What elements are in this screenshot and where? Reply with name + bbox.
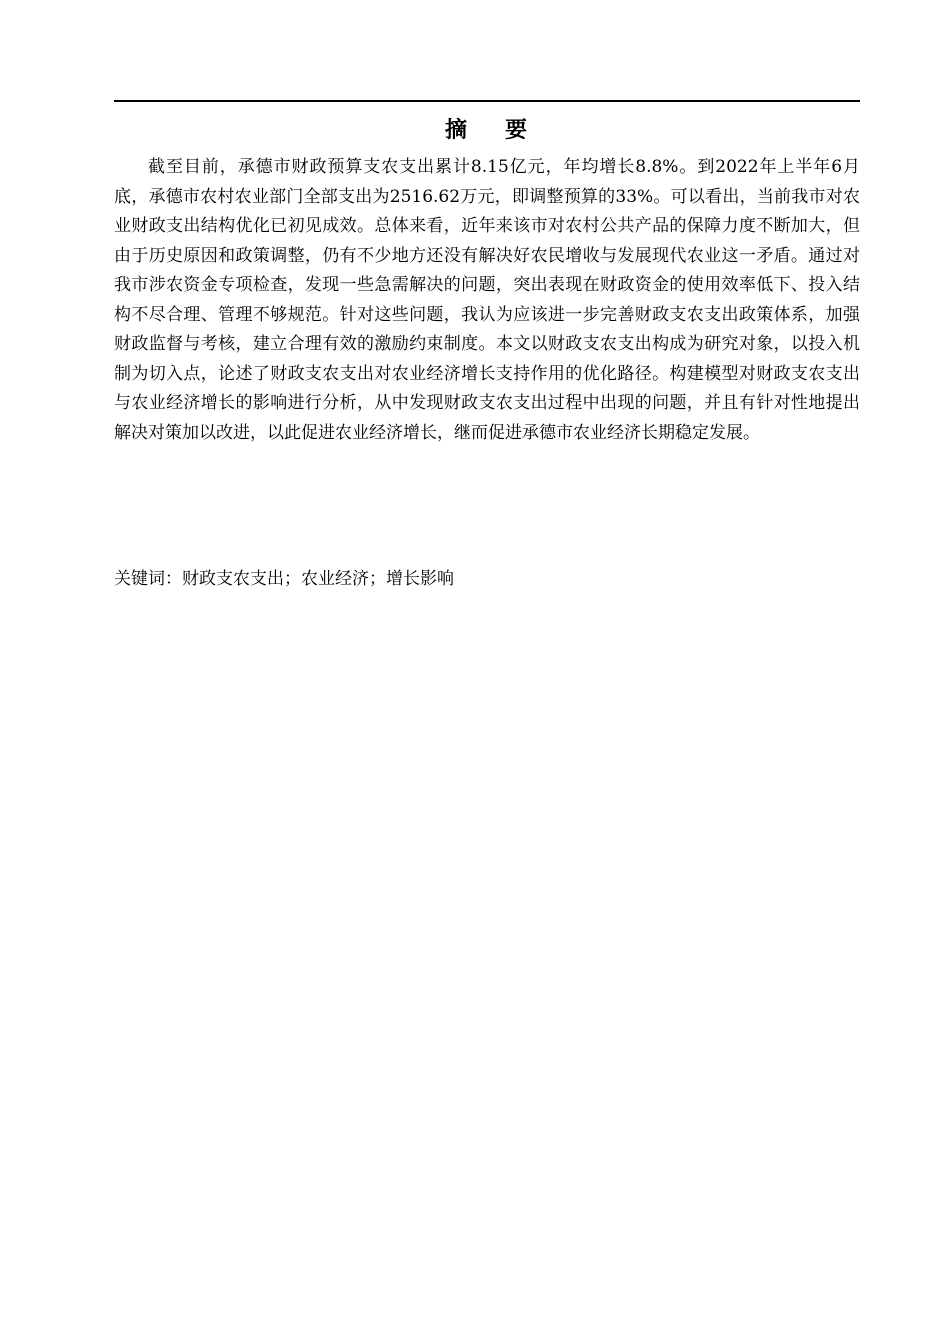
keywords-line: [114, 565, 860, 593]
keywords-label: 关键词：: [114, 569, 182, 589]
header-rule: [114, 100, 860, 102]
abstract-title-char-2: 要: [505, 118, 530, 143]
abstract-title: [114, 114, 860, 148]
keywords-list: 财政支农支出；农业经济；增长影响: [182, 569, 454, 589]
abstract-body: 截至目前，承德市财政预算支农支出累计8.15亿元，年均增长8.8%。到2022年上半年6月底，承德市农村农业部门全部支出为2516.62万元，即调整预算的33%。可以看出，当前我市对农业财政支出结构优化已初见成效。总体来看，近年来该市对农村公共产品的保障力度不断加大，但由于历史原因和政策调整，仍有不少地方还没有解决好农民增收与发展现代农业这一矛盾。通过对我市涉农资金专项检查，发现一些急需解决的问题，突出表现在财政资金的使用效率低下、投入结构不尽合理、管理不够规范。针对这些问题，我认为应该进一步完善财政支农支出政策体系，加强财政监督与考核，建立合理有效的激励约束制度。本文以财政支农支出构成为研究对象，以投入机制为切入点，论述了财政支农支出对农业经济增长支持作用的优化路径。构建模型对财政支农支出与农业经济增长的影响进行分析，从中发现财政支农支出过程中出现的问题，并且有针对性地提出解决对策加以改进，以此促进农业经济增长，继而促进承德市农业经济长期稳定发展。: [114, 157, 860, 443]
abstract-title-char-1: 摘: [444, 118, 469, 143]
